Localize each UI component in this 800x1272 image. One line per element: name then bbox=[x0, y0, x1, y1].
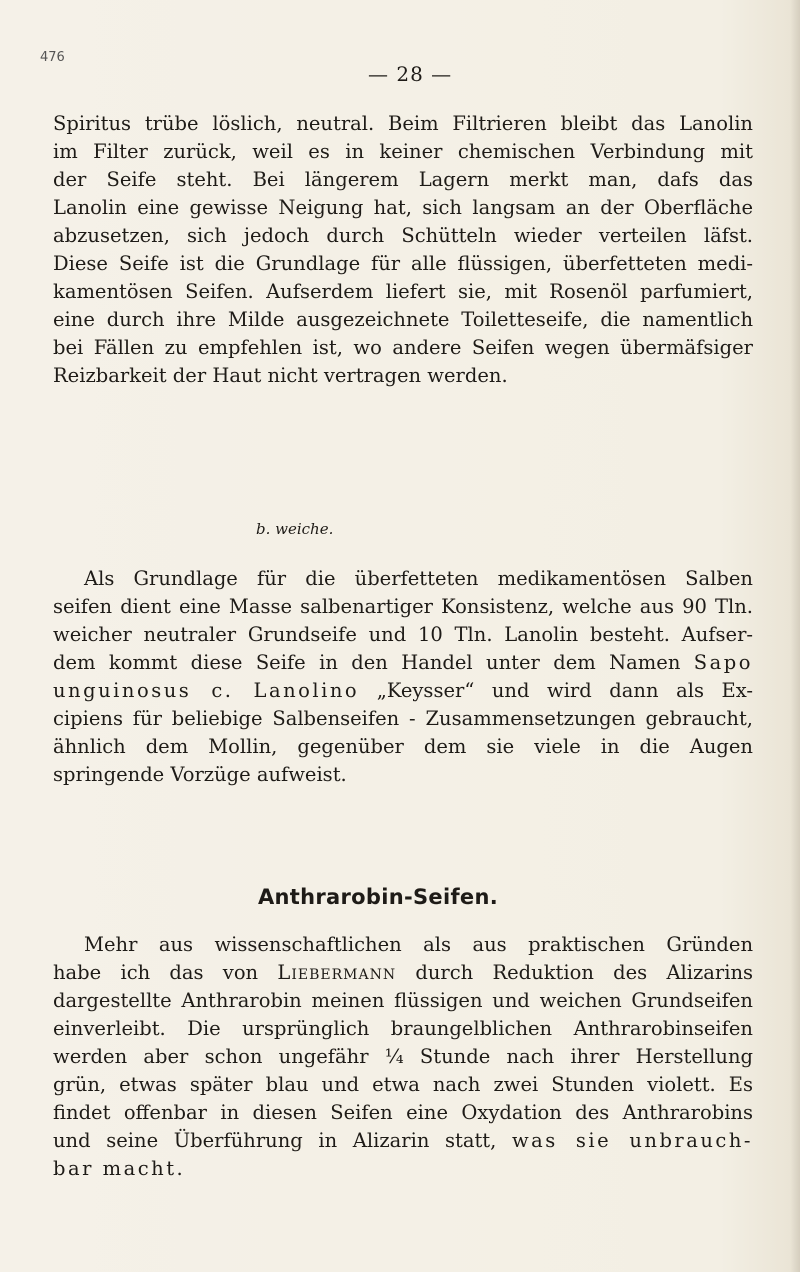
text-line: abzusetzen, sich jedoch durch Schütteln wieder verteilen läfst. bbox=[53, 224, 753, 247]
text-line: seifen dient eine Masse salbenartiger Konsistenz, welche aus 90 Tln. bbox=[53, 595, 753, 618]
text-run: durch Reduktion des Alizarins bbox=[415, 961, 754, 984]
text-run: „Keysser“ und wird dann als Ex- bbox=[376, 679, 753, 702]
text-line: findet offenbar in diesen Seifen eine Oxydation des Anthrarobins bbox=[53, 1101, 753, 1124]
spaced-text: was sie unbrauch- bbox=[511, 1129, 753, 1152]
text-line bbox=[53, 649, 753, 677]
text-line bbox=[53, 959, 753, 987]
text-line bbox=[53, 1155, 753, 1183]
author-name: Liebermann bbox=[277, 961, 397, 984]
text-run: habe ich das von bbox=[53, 961, 259, 984]
text-line: Spiritus trübe löslich, neutral. Beim Filtrieren bleibt das Lanolin bbox=[53, 112, 753, 135]
text-line: dargestellte Anthrarobin meinen flüssigen und weichen Grundseifen bbox=[53, 989, 753, 1012]
text-line: cipiens für beliebige Salbenseifen - Zusammensetzungen gebraucht, bbox=[53, 707, 753, 730]
text-line: grün, etwas später blau und etwa nach zwei Stunden violett. Es bbox=[53, 1073, 753, 1096]
text-line bbox=[53, 677, 753, 705]
text-line: Lanolin eine gewisse Neigung hat, sich langsam an der Oberfläche bbox=[53, 196, 753, 219]
text-line: eine durch ihre Milde ausgezeichnete Toiletteseife, die namentlich bbox=[53, 308, 753, 331]
text-line bbox=[53, 1127, 753, 1155]
text-line: Mehr aus wissenschaftlichen als aus praktischen Gründen bbox=[84, 933, 753, 956]
page-number: — 28 — bbox=[368, 62, 453, 86]
section-heading: Anthrarobin-Seifen. bbox=[258, 885, 498, 909]
text-run: und seine Überführung in Alizarin statt, bbox=[53, 1129, 497, 1152]
text-line: der Seife steht. Bei längerem Lagern merkt man, dafs das bbox=[53, 168, 753, 191]
text-line: im Filter zurück, weil es in keiner chemischen Verbindung mit bbox=[53, 140, 753, 163]
page-edge-shadow bbox=[790, 0, 800, 1272]
text-line: weicher neutraler Grundseife und 10 Tln. Lanolin besteht. Aufser- bbox=[53, 623, 753, 646]
spaced-text: Sapo bbox=[693, 651, 754, 674]
text-line: kamentösen Seifen. Aufserdem liefert sie, mit Rosenöl parfumiert, bbox=[53, 280, 753, 303]
text-line: springende Vorzüge aufweist. bbox=[53, 763, 347, 786]
text-line: Als Grundlage für die überfetteten medikamentösen Salben bbox=[84, 567, 753, 590]
text-line: ähnlich dem Mollin, gegenüber dem sie viele in die Augen bbox=[53, 735, 753, 758]
text-line: Reizbarkeit der Haut nicht vertragen werden. bbox=[53, 364, 508, 387]
text-line: einverleibt. Die ursprünglich braungelblichen Anthrarobinseifen bbox=[53, 1017, 753, 1040]
text-run: dem kommt diese Seife in den Handel unter dem Namen bbox=[53, 651, 681, 674]
text-line: werden aber schon ungefähr ¼ Stunde nach ihrer Herstellung bbox=[53, 1045, 753, 1068]
spaced-text: bar macht. bbox=[53, 1157, 186, 1180]
subsection-heading: b. weiche. bbox=[256, 520, 334, 538]
stamp-number: 476 bbox=[40, 50, 65, 65]
text-line: Diese Seife ist die Grundlage für alle flüssigen, überfetteten medi- bbox=[53, 252, 753, 275]
text-line: bei Fällen zu empfehlen ist, wo andere Seifen wegen übermäfsiger bbox=[53, 336, 753, 359]
spaced-text: unguinosus c. Lanolino bbox=[53, 679, 360, 702]
